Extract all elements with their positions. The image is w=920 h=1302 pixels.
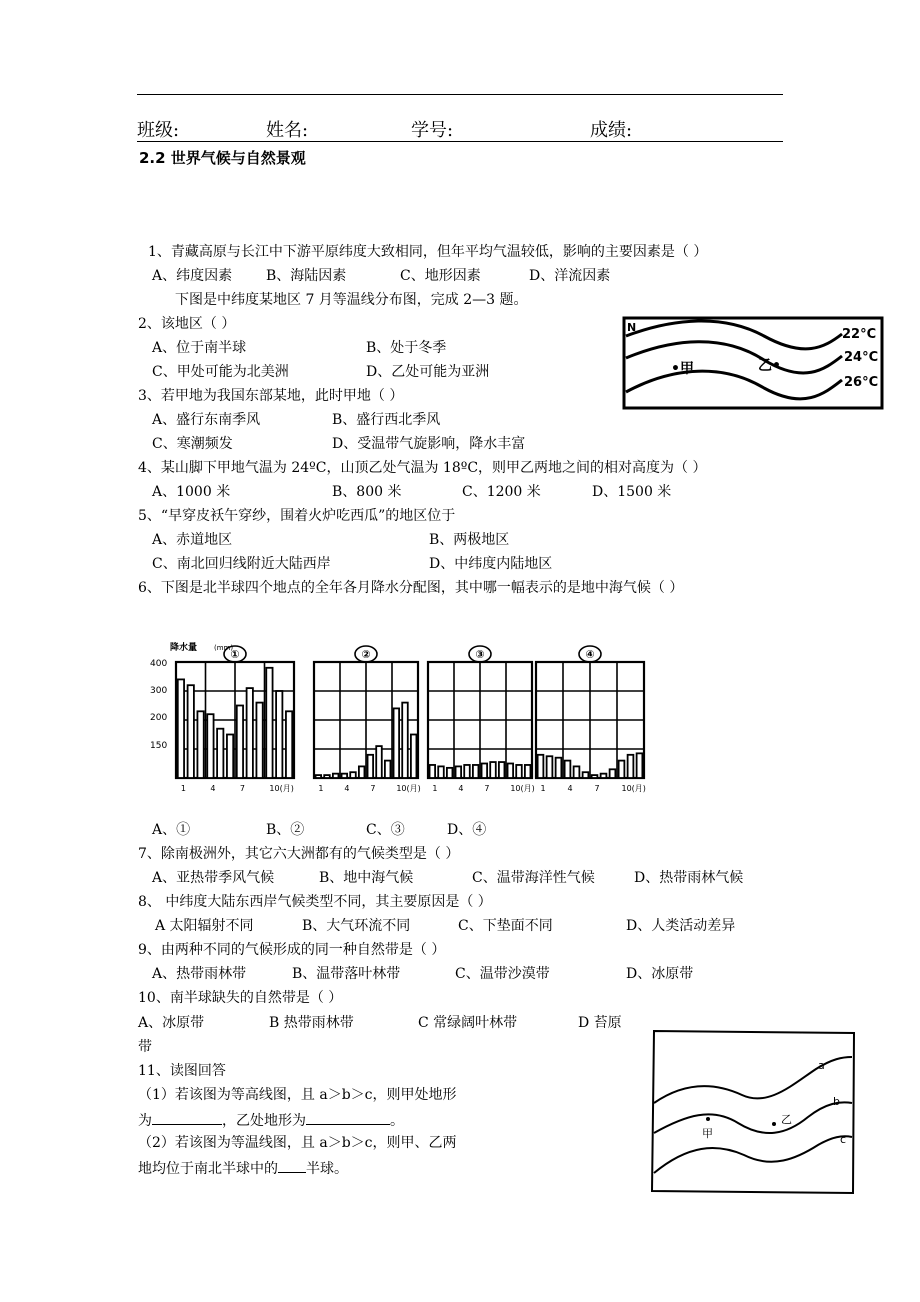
y-tick-150: 150 [150, 741, 168, 751]
contour-label-a: a [818, 1059, 825, 1072]
precip-bar-4-month-12 [637, 753, 643, 778]
precip-bar-2-month-5 [350, 772, 356, 778]
q1-opt-a: A、纬度因素 [152, 268, 233, 284]
precip-bar-3-month-8 [490, 762, 496, 778]
q6-opt-a: A、① [152, 822, 191, 838]
precip-x-tick: 10(月) [269, 784, 294, 793]
precip-x-tick: 4 [458, 784, 464, 793]
q2-opt-c: C、甲处可能为北美洲 [152, 364, 289, 380]
name-label: 姓名: [266, 120, 309, 141]
score-label: 成绩: [590, 120, 633, 141]
precip-bar-2-month-12 [411, 735, 417, 779]
precip-x-tick: 1 [318, 784, 324, 793]
precip-bar-3-month-12 [525, 765, 531, 778]
contour-label-jia: 甲 [702, 1127, 713, 1140]
precip-chart-number-4: ④ [585, 648, 595, 661]
precip-bar-4-month-1 [538, 755, 544, 778]
precip-chart-number-3: ③ [475, 648, 485, 661]
contour-point-yi [772, 1122, 776, 1126]
precip-x-tick: 10(月) [396, 784, 421, 793]
q9-opt-a: A、热带雨林带 [152, 966, 247, 982]
contour-point-jia [706, 1117, 710, 1121]
precip-x-tick: 7 [370, 784, 376, 793]
top-rule [137, 94, 783, 95]
blank-jia-landform[interactable] [152, 1111, 222, 1125]
precip-bar-2-month-3 [333, 774, 339, 778]
precip-bar-3-month-9 [499, 762, 505, 778]
q3-opt-d: D、受温带气旋影响，降水丰富 [332, 436, 526, 452]
precip-bar-3-month-3 [447, 768, 453, 778]
precip-bar-3-month-4 [456, 766, 462, 778]
q4-opt-a: A、1000 米 [152, 484, 231, 500]
q2-opt-a: A、位于南半球 [152, 340, 247, 356]
q11-p2-end: 半球。 [306, 1161, 348, 1177]
contour-map [646, 1027, 861, 1197]
north-label: N [627, 321, 637, 334]
q11-part2-line1: （2）若该图为等温线图，且 a＞b＞c，则甲、乙两 [138, 1135, 457, 1151]
q9-opt-c: C、温带沙漠带 [455, 966, 550, 982]
q8-opt-d: D、人类活动差异 [626, 918, 736, 934]
precip-x-tick: 1 [540, 784, 546, 793]
q9-opt-b: B、温带落叶林带 [292, 966, 401, 982]
q2-opt-d: D、乙处可能为亚洲 [366, 364, 490, 380]
q3-opt-b: B、盛行西北季风 [332, 412, 441, 428]
precip-bar-2-month-2 [324, 775, 330, 778]
q10-opt-d-wrap: 带 [138, 1039, 152, 1055]
precip-bar-4-month-10 [619, 761, 625, 778]
q5-opt-d: D、中纬度内陆地区 [429, 556, 553, 572]
isotherm-22 [626, 321, 842, 349]
q5-stem: 5、“早穿皮袄午穿纱，围着火炉吃西瓜”的地区位于 [138, 508, 456, 524]
q4-stem: 4、某山脚下甲地气温为 24ºC，山顶乙处气温为 18ºC，则甲乙两地之间的相对高度为（ ） [138, 460, 707, 476]
q4-opt-d: D、1500 米 [592, 484, 672, 500]
q6-opt-c: C、③ [366, 822, 405, 838]
q1-opt-d: D、洋流因素 [529, 268, 611, 284]
precip-bar-1-month-6 [227, 735, 233, 779]
q11-part1-line1: （1）若该图为等高线图，且 a＞b＞c，则甲处地形 [138, 1087, 457, 1103]
precip-bar-3-month-2 [438, 766, 444, 778]
isotherm-label-22: 22°C [842, 327, 877, 342]
precip-chart-number-2: ② [361, 648, 371, 661]
q6-opt-b: B、② [266, 822, 305, 838]
student-id-label: 学号: [411, 120, 454, 141]
precip-bar-4-month-11 [628, 755, 634, 778]
q5-opt-a: A、赤道地区 [152, 532, 233, 548]
q11-p1-mid: ，乙处地形为 [222, 1113, 306, 1129]
q9-stem: 9、由两种不同的气候形成的同一种自然带是（ ） [138, 942, 446, 958]
precip-bar-1-month-10 [266, 668, 272, 778]
isotherm-label-26: 26°C [844, 375, 879, 390]
y-tick-300: 300 [150, 686, 168, 696]
q1-opt-b: B、海陆因素 [266, 268, 347, 284]
q2-opt-b: B、处于冬季 [366, 340, 447, 356]
isotherm-label-24: 24°C [844, 350, 879, 365]
precip-bar-4-month-6 [583, 772, 589, 778]
precip-chart-number-1: ① [230, 648, 240, 661]
precip-x-tick: 7 [239, 784, 246, 793]
intro-q2-q3: 下图是中纬度某地区 7 月等温线分布图，完成 2—3 题。 [175, 292, 528, 308]
q11-part1-line2 [138, 1111, 404, 1129]
precip-x-tick: 1 [180, 784, 187, 793]
precip-bar-2-month-9 [385, 761, 391, 778]
q3-opt-a: A、盛行东南季风 [152, 412, 261, 428]
q7-opt-b: B、地中海气候 [319, 870, 414, 886]
q10-opt-a: A、冰原带 [138, 1015, 205, 1031]
q1-opt-c: C、地形因素 [400, 268, 481, 284]
precip-bar-2-month-10 [394, 708, 400, 778]
precip-bar-1-month-11 [276, 691, 282, 778]
y-tick-200: 200 [150, 713, 168, 723]
precip-bar-3-month-7 [482, 764, 488, 779]
q7-opt-c: C、温带海洋性气候 [472, 870, 595, 886]
precip-axis-label: 降水量 [170, 643, 198, 653]
q8-opt-b: B、大气环流不同 [302, 918, 411, 934]
isotherm-24 [626, 342, 842, 373]
precip-bar-1-month-12 [286, 711, 292, 778]
precip-x-tick: 4 [567, 784, 573, 793]
precip-x-tick: 4 [210, 784, 216, 793]
contour-line-b [654, 1102, 852, 1133]
precip-bar-4-month-5 [574, 766, 580, 778]
precip-bar-1-month-2 [188, 685, 194, 778]
precip-bar-2-month-1 [316, 775, 322, 778]
q5-opt-c: C、南北回归线附近大陆西岸 [152, 556, 331, 572]
y-tick-400: 400 [150, 659, 168, 669]
precip-bar-1-month-5 [217, 729, 223, 778]
precip-bar-1-month-7 [237, 706, 243, 779]
precip-unit-label: (mm) [214, 644, 234, 652]
precip-bar-2-month-8 [376, 746, 382, 778]
q3-opt-c: C、寒潮频发 [152, 436, 233, 452]
q10-opt-b: B 热带雨林带 [269, 1015, 354, 1031]
q11-p1-end: 。 [390, 1113, 404, 1129]
q9-opt-d: D、冰原带 [626, 966, 694, 982]
precip-x-tick: 1 [432, 784, 438, 793]
precip-bar-3-month-11 [516, 765, 522, 778]
q8-opt-a: A 太阳辐射不同 [155, 918, 254, 934]
q7-stem: 7、除南极洲外，其它六大洲都有的气候类型是（ ） [138, 846, 460, 862]
q11-p1-prefix: 为 [138, 1113, 152, 1129]
isotherm-26 [626, 371, 842, 399]
precip-bar-2-month-4 [342, 774, 348, 778]
precip-bar-1-month-8 [247, 688, 253, 778]
q10-opt-d: D 苔原 [578, 1015, 622, 1031]
precip-bar-4-month-9 [610, 769, 616, 778]
q6-stem: 6、下图是北半球四个地点的全年各月降水分配图，其中哪一幅表示的是地中海气候（ ） [138, 580, 684, 596]
q5-opt-b: B、两极地区 [429, 532, 510, 548]
contour-line-c [654, 1136, 852, 1173]
contour-label-c: c [840, 1133, 847, 1146]
isotherm-map [614, 314, 889, 414]
blank-hemisphere[interactable] [278, 1159, 306, 1173]
q11-part2-line2 [138, 1159, 348, 1177]
precip-bar-1-month-1 [178, 679, 184, 778]
precip-bar-1-month-3 [197, 711, 203, 778]
point-jia: •甲 [671, 361, 694, 377]
q6-opt-d: D、④ [447, 822, 487, 838]
precip-bar-4-month-4 [565, 761, 571, 778]
precip-bar-4-month-8 [601, 774, 607, 778]
q4-opt-b: B、800 米 [332, 484, 402, 500]
contour-map-frame [652, 1031, 854, 1193]
precip-bar-2-month-6 [359, 766, 365, 778]
precipitation-charts [148, 640, 648, 820]
q7-opt-d: D、热带雨林气候 [634, 870, 744, 886]
precip-bar-3-month-10 [508, 764, 514, 779]
q1-stem: 1、青藏高原与长江中下游平原纬度大致相同，但年平均气温较低，影响的主要因素是（ ） [148, 244, 708, 260]
contour-label-yi: 乙 [781, 1113, 792, 1126]
class-label: 班级: [137, 120, 180, 141]
precip-bar-4-month-7 [592, 775, 598, 778]
precip-bar-3-month-5 [464, 765, 470, 778]
precip-bar-1-month-9 [256, 703, 262, 778]
precip-x-tick: 7 [594, 784, 600, 793]
q10-opt-c: C 常绿阔叶林带 [418, 1015, 518, 1031]
point-yi: 乙• [758, 358, 781, 374]
q11-p2-prefix: 地均位于南北半球中的 [138, 1161, 278, 1177]
blank-yi-landform[interactable] [306, 1111, 390, 1125]
q2-stem: 2、该地区（ ） [138, 316, 236, 332]
precip-x-tick: 10(月) [621, 784, 646, 793]
precip-x-tick: 7 [484, 784, 490, 793]
page-title: 2.2 世界气候与自然景观 [139, 149, 306, 167]
precip-bar-3-month-6 [473, 765, 479, 778]
q8-stem: 8、 中纬度大陆东西岸气候类型不同，其主要原因是（ ） [138, 894, 492, 910]
header-rule [137, 141, 783, 142]
precip-x-tick: 4 [344, 784, 350, 793]
contour-label-b: b [833, 1095, 840, 1108]
precip-bar-4-month-2 [547, 756, 553, 778]
precip-bar-3-month-1 [430, 765, 436, 778]
q11-stem: 11、读图回答 [138, 1063, 226, 1079]
q7-opt-a: A、亚热带季风气候 [152, 870, 275, 886]
precip-bar-1-month-4 [207, 714, 213, 778]
precip-bar-2-month-11 [402, 703, 408, 778]
precip-x-tick: 10(月) [510, 784, 535, 793]
q10-stem: 10、南半球缺失的自然带是（ ） [138, 990, 343, 1006]
precip-bar-2-month-7 [368, 755, 374, 778]
q4-opt-c: C、1200 米 [462, 484, 541, 500]
q3-stem: 3、若甲地为我国东部某地，此时甲地（ ） [138, 388, 404, 404]
precip-bar-4-month-3 [556, 758, 562, 778]
q8-opt-c: C、下垫面不同 [458, 918, 553, 934]
